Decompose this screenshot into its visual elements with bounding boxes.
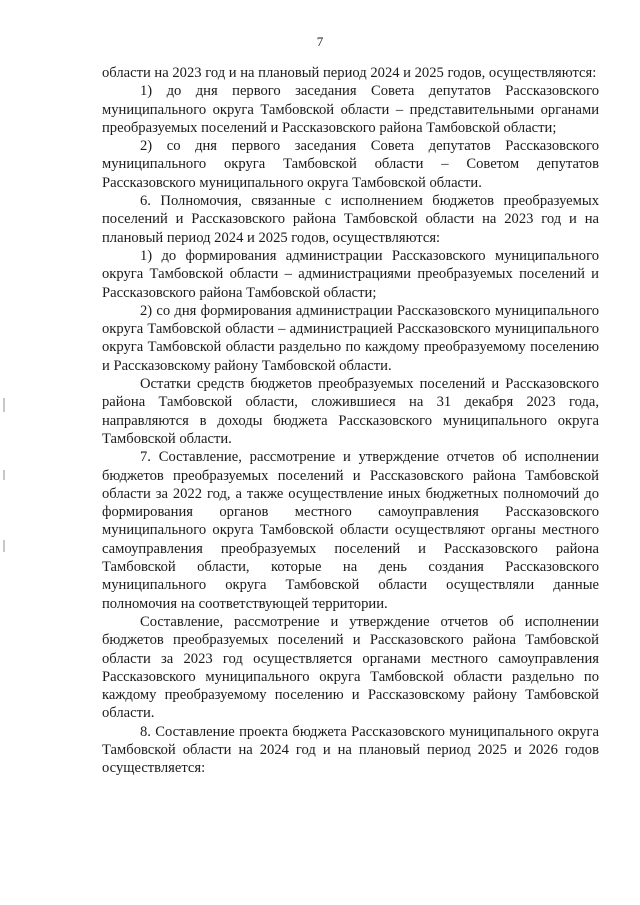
paragraph-item-5-1: 1) до дня первого заседания Совета депутатов Рассказовского муниципального округа Тамбовской области – представительными органами преобразуемых поселений и Рассказовского района Тамбовской области;: [102, 83, 599, 136]
document-body: [102, 64, 599, 778]
scan-margin-mark: [3, 470, 5, 480]
paragraph-item-5-2: 2) со дня первого заседания Совета депутатов Рассказовского муниципального округа Тамбовской области – Советом депутатов Рассказовского муниципального округа Тамбовской области.: [102, 138, 599, 191]
paragraph-section-8: 8. Составление проекта бюджета Рассказовского муниципального округа Тамбовской области на 2024 год и на плановый период 2025 и 2026 годов осуществляется:: [102, 723, 599, 777]
scan-margin-mark: [3, 540, 5, 552]
paragraph-item-6-1: 1) до формирования администрации Рассказовского муниципального округа Тамбовской области – администрациями преобразуемых поселений и Рассказовского района Тамбовской области;: [102, 247, 599, 301]
paragraph-continuation: области на 2023 год и на плановый период 2024 и 2025 годов, осуществляются:: [102, 65, 597, 81]
scan-margin-mark: [3, 398, 5, 412]
paragraph-section-6: 6. Полномочия, связанные с исполнением бюджетов преобразуемых поселений и Рассказовского района Тамбовской области на 2023 год и на плановый период 2024 и 2025 годов, осуществляются:: [102, 193, 599, 246]
paragraph-section-7: 7. Составление, рассмотрение и утверждение отчетов об исполнении бюджетов преобразуемых поселений и Рассказовского района Тамбовской области за 2022 год, а также осуществление иных бюджетных полномочий до формирования органов местного самоуправления Рассказовского муниципального округа Тамбовской области осуществляют органы местного самоуправления преобразуемых поселений и Рассказовского района Тамбовской области, которые на день создания Рассказовского муниципального округа Тамбовской области осуществляли данные полномочия на соответствующей территории.: [102, 449, 599, 612]
paragraph-balances: Остатки средств бюджетов преобразуемых поселений и Рассказовского района Тамбовской области, сложившиеся на 31 декабря 2023 года, направляются в доходы бюджета Рассказовского муниципального округа Тамбовской области.: [102, 376, 599, 447]
paragraph-reports-2023: Составление, рассмотрение и утверждение отчетов об исполнении бюджетов преобразуемых поселений и Рассказовского района Тамбовской области за 2023 год осуществляется органами местного самоуправления Рассказовского муниципального округа Тамбовской области раздельно по каждому преобразуемому поселению и Рассказовскому району Тамбовской области.: [102, 613, 599, 722]
paragraph-item-6-2: 2) со дня формирования администрации Рассказовского муниципального округа Тамбовской области – администрацией Рассказовского муниципального округа Тамбовской области раздельно по каждому преобразуемому поселению и Рассказовскому району Тамбовской области.: [102, 302, 599, 374]
page-number: 7: [316, 34, 324, 49]
